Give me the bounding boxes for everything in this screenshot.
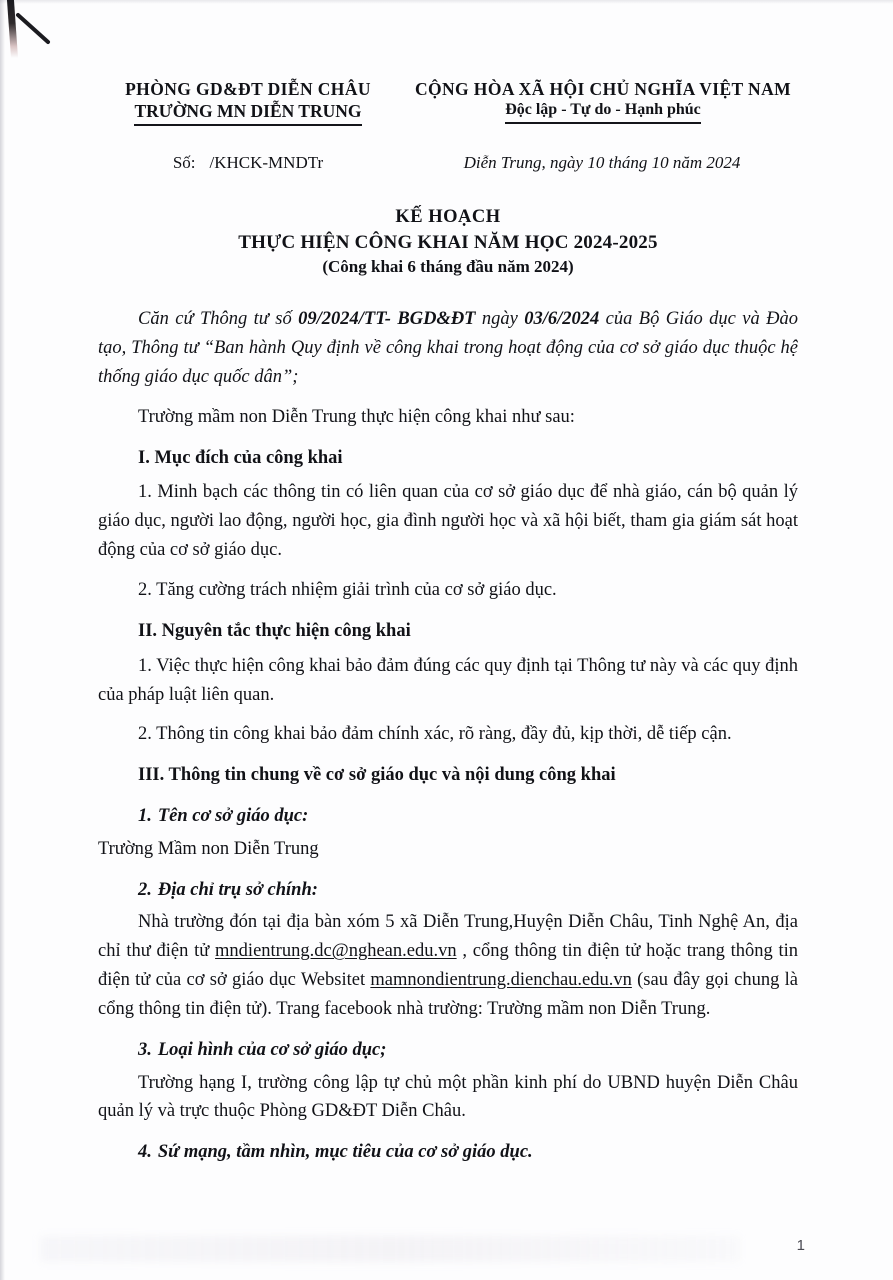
scan-bottom-smudge: [40, 1236, 740, 1262]
section-3-sub-4-title: Sứ mạng, tầm nhìn, mục tiêu của cơ sở giáo dục.: [157, 1142, 533, 1163]
document-body: [98, 305, 798, 1167]
pen-stroke-mark: [14, 12, 56, 46]
section-3-sub-3-heading: [98, 1037, 798, 1065]
national-heading: [398, 78, 798, 124]
document-title-block: [98, 205, 798, 279]
section-3-sub-2-heading: [98, 877, 798, 905]
national-motto-wrapper: [408, 100, 798, 124]
school-website[interactable]: mamnondientrung.dienchau.edu.vn: [370, 970, 632, 991]
circular-number: 09/2024/TT- BGD&ĐT: [298, 309, 476, 330]
address-text-3: (sau đây gọi chung là cổng thông tin điện tử). Trang facebook nhà trường: Trường mầm non Diễn Trung.: [98, 970, 798, 1019]
page-number: 1: [796, 1237, 805, 1254]
school-name: TRƯỜNG MN DIỄN TRUNG: [134, 100, 361, 126]
preamble-text-3: của Bộ Giáo dục và Đào tạo, Thông tư “Ban hành Quy định về công khai trong hoạt động của cơ sở giáo dục thuộc hệ thống giáo dục quốc dân”;: [98, 309, 798, 387]
section-3-sub-3-body: Trường hạng I, trường công lập tự chủ một phần kinh phí do UBND huyện Diễn Châu quản lý và trực thuộc Phòng GD&ĐT Diễn Châu.: [98, 1072, 798, 1122]
spacer: [98, 567, 798, 576]
document-content: [98, 0, 798, 1171]
address-text-1: Nhà trường đón tại địa bàn xóm 5 xã Diễn Trung,Huyện Diễn Châu, Tinh Nghệ An, địa chỉ thư điện tử: [98, 912, 798, 962]
title-line-1: KẾ HOẠCH: [395, 207, 501, 228]
reference-row: [98, 153, 798, 173]
circular-date: 03/6/2024: [524, 309, 600, 330]
section-3-sub-2-number: 2.: [138, 879, 152, 900]
scan-left-edge-shadow: [0, 0, 5, 1280]
section-1-heading: I. Mục đích của công khai: [138, 447, 343, 468]
preamble-text-2: ngày: [475, 309, 525, 330]
section-3-heading: III. Thông tin chung về cơ sở giáo dục và nội dung công khai: [138, 765, 616, 786]
place-and-date: Diễn Trung, ngày 10 tháng 10 năm 2024: [463, 153, 741, 173]
section-3-sub-3-number: 3.: [138, 1039, 152, 1060]
preamble-text-1: Căn cứ Thông tư số: [138, 309, 299, 330]
issuing-organization: [98, 78, 398, 126]
masthead: [98, 0, 798, 126]
section-2-item-2: 2. Thông tin công khai bảo đảm chính xác, rõ ràng, đầy đủ, kịp thời, dễ tiếp cận.: [138, 724, 732, 745]
school-email[interactable]: mndientrung.dc@nghean.edu.vn: [215, 941, 457, 962]
document-number-label: Số:: [172, 153, 196, 173]
section-3-sub-1-heading: [98, 803, 798, 831]
department-name: PHÒNG GD&ĐT DIỄN CHÂU: [125, 79, 371, 99]
section-2-heading: II. Nguyên tắc thực hiện công khai: [138, 620, 411, 641]
country-name: CỘNG HÒA XÃ HỘI CHỦ NGHĨA VIỆT NAM: [414, 79, 792, 99]
section-1-item-2: 2. Tăng cường trách nhiệm giải trình của cơ sở giáo dục.: [138, 580, 557, 601]
title-line-2: THỰC HIỆN CÔNG KHAI NĂM HỌC 2024-2025: [238, 231, 658, 253]
section-3-sub-2-title: Địa chỉ trụ sở chính:: [157, 879, 318, 900]
address-text-2: , cổng thông tin điện tử hoặc trang thông tin điện tử của cơ sở giáo dục Websitet: [98, 941, 798, 991]
document-number: [98, 153, 398, 173]
section-3-sub-1-body: Trường Mầm non Diễn Trung: [98, 838, 319, 859]
national-motto: Độc lập - Tự do - Hạnh phúc: [505, 100, 701, 124]
school-name-wrapper: [98, 100, 398, 126]
title-line-3: (Công khai 6 tháng đầu năm 2024): [322, 256, 574, 276]
scan-corner-artifact: [7, 0, 18, 58]
section-3-sub-4-number: 4.: [138, 1142, 152, 1163]
section-3-sub-2-body: [98, 908, 798, 1023]
section-2-item-1: 1. Việc thực hiện công khai bảo đảm đúng các quy định tại Thông tư này và các quy định của pháp luật liên quan.: [98, 655, 798, 705]
document-number-value: /KHCK-MNDTr: [209, 153, 324, 173]
section-1-item-1: 1. Minh bạch các thông tin có liên quan của cơ sở giáo dục để nhà giáo, cán bộ quản lý giáo dục, người lao động, người học, gia đình người học và xã hội biết, tham gia giám sát hoạt động của cơ sở giáo dục.: [98, 482, 798, 561]
preamble-paragraph: [98, 305, 798, 392]
section-3-sub-3-title: Loại hình của cơ sở giáo dục;: [157, 1039, 387, 1060]
spacer: [98, 394, 798, 403]
section-3-sub-4-heading: [98, 1139, 798, 1167]
section-3-sub-1-title: Tên cơ sở giáo dục:: [157, 805, 309, 826]
section-3-sub-1-number: 1.: [138, 805, 152, 826]
spacer: [98, 711, 798, 720]
intro-paragraph: Trường mầm non Diễn Trung thực hiện công khai như sau:: [138, 406, 575, 427]
